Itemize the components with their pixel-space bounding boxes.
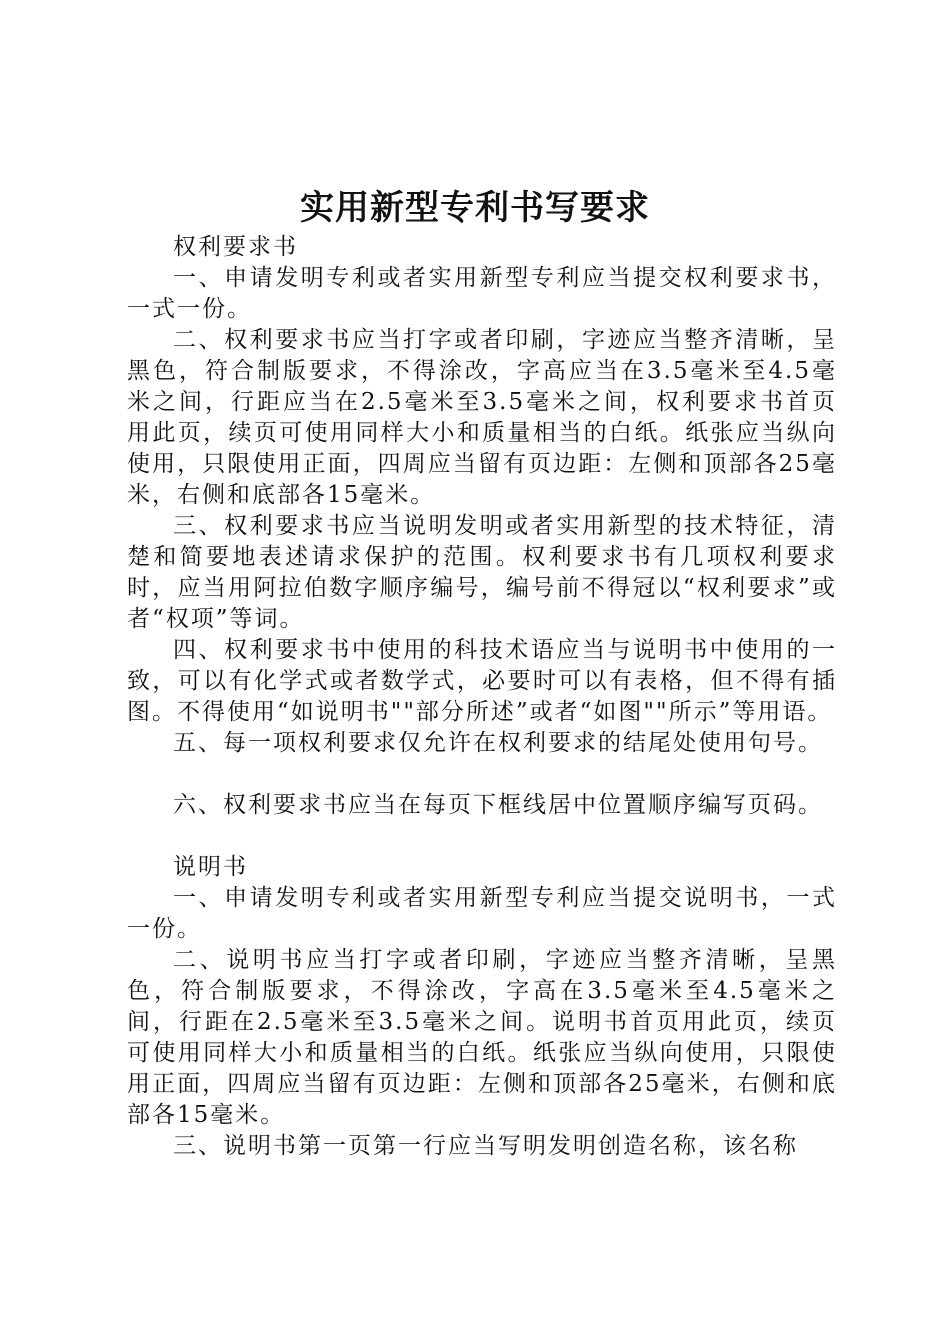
- document-title: 实用新型专利书写要求: [300, 188, 650, 228]
- description-paragraph-3: 三、说明书第一页第一行应当写明发明创造名称，该名称: [173, 1133, 798, 1159]
- document-body: [127, 232, 837, 1162]
- description-paragraph-1: 一、申请发明专利或者实用新型专利应当提交说明书，一式一份。: [127, 885, 837, 942]
- claims-paragraph-5: 五、每一项权利要求仅允许在权利要求的结尾处使用句号。: [173, 730, 823, 756]
- section-heading-description: 说明书: [173, 854, 248, 880]
- description-paragraph-2: 二、说明书应当打字或者印刷，字迹应当整齐清晰，呈黑色，符合制版要求，不得涂改，字高在3.5毫米至4.5毫米之间，行距在2.5毫米至3.5毫米之间。说明书首页用此页，续页可使用同样大小和质量相当的白纸。纸张应当纵向使用，只限使用正面，四周应当留有页边距：左侧和顶部各25毫米，右侧和底部各15毫米。: [127, 947, 837, 1128]
- claims-paragraph-2: 二、权利要求书应当打字或者印刷，字迹应当整齐清晰，呈黑色，符合制版要求，不得涂改，字高应当在3.5毫米至4.5毫米之间，行距应当在2.5毫米至3.5毫米之间，权利要求书首页用此页，续页可使用同样大小和质量相当的白纸。纸张应当纵向使用，只限使用正面，四周应当留有页边距：左侧和顶部各25毫米，右侧和底部各15毫米。: [127, 327, 837, 508]
- claims-paragraph-1: 一、申请发明专利或者实用新型专利应当提交权利要求书，一式一份。: [127, 265, 837, 322]
- section-heading-claims: 权利要求书: [173, 234, 298, 260]
- claims-paragraph-3: 三、权利要求书应当说明发明或者实用新型的技术特征，清楚和简要地表述请求保护的范围。权利要求书有几项权利要求时，应当用阿拉伯数字顺序编号，编号前不得冠以“权利要求”或者“权项”等词。: [127, 513, 837, 632]
- claims-paragraph-4: 四、权利要求书中使用的科技术语应当与说明书中使用的一致，可以有化学式或者数学式，必要时可以有表格，但不得有插图。不得使用“如说明书""部分所述”或者“如图""所示”等用语。: [127, 637, 837, 725]
- claims-paragraph-6: 六、权利要求书应当在每页下框线居中位置顺序编写页码。: [173, 792, 823, 818]
